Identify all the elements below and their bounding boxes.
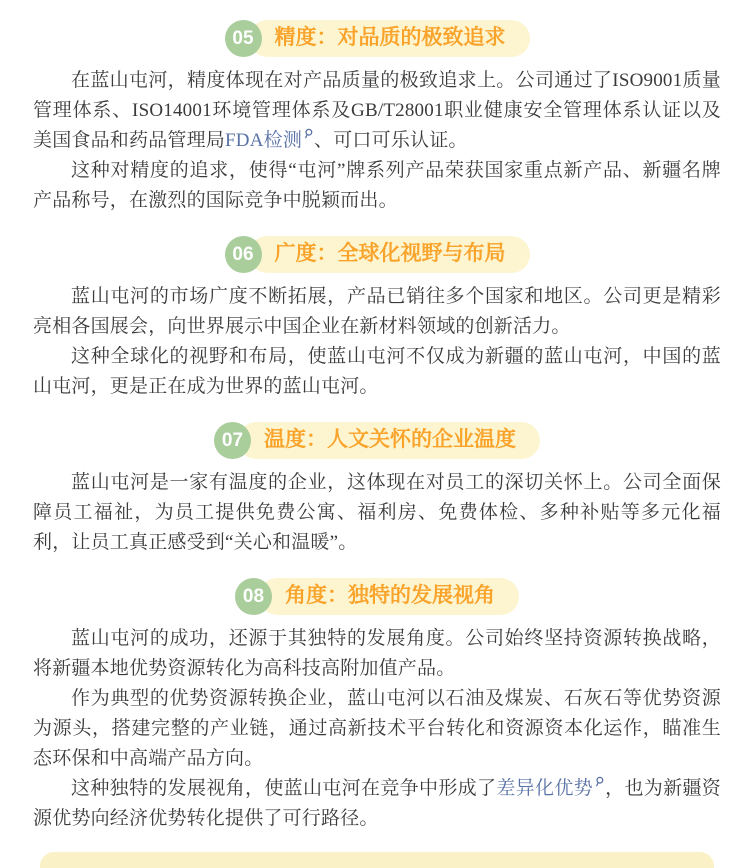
paragraph-text: 、可口可乐认证。: [314, 130, 468, 151]
paragraph: [33, 342, 721, 402]
paragraph: [33, 684, 721, 774]
paragraph: [33, 156, 721, 216]
link-text: FDA检测: [225, 130, 303, 151]
search-icon: [303, 128, 314, 139]
section-07: [33, 422, 721, 558]
paragraph-text: 在蓝山屯河，精度体现在对产品质量的极致追求上。公司通过了ISO9001质量管理体系、ISO14001环境管理体系及GB/T28001职业健康安全管理体系认证以及美国食品和药品管理局: [33, 70, 721, 151]
differentiation-advantage-link[interactable]: [496, 778, 605, 799]
paragraph: [33, 282, 721, 342]
section-05: [33, 20, 721, 216]
link-text: 差异化优势: [496, 778, 593, 799]
section-07-heading: [33, 422, 721, 459]
section-06: [33, 236, 721, 402]
section-title: 精度：对品质的极致追求: [249, 20, 530, 57]
section-05-heading: [33, 20, 721, 57]
paragraph: [33, 468, 721, 558]
paragraph-text: 这种全球化的视野和布局，使蓝山屯河不仅成为新疆的蓝山屯河，中国的蓝山屯河，更是正在成为世界的蓝山屯河。: [33, 346, 721, 397]
section-number-badge: 08: [235, 578, 272, 615]
section-08: [33, 578, 721, 834]
paragraph-text: ，也为新疆资源优势向经济优势转化提供了可行路径。: [33, 778, 721, 829]
search-icon: [594, 776, 605, 787]
section-08-heading: [33, 578, 721, 615]
paragraph-text: 这种独特的发展视角，使蓝山屯河在竞争中形成了: [71, 778, 497, 799]
section-title: 广度：全球化视野与布局: [249, 236, 530, 273]
article: [33, 20, 721, 834]
paragraph: [33, 66, 721, 156]
section-title: 温度：人文关怀的企业温度: [238, 422, 540, 459]
bottom-callout-box: [40, 852, 714, 868]
section-number-badge: 06: [225, 236, 262, 273]
paragraph-text: 这种对精度的追求，使得“屯河”牌系列产品荣获国家重点新产品、新疆名牌产品称号，在激烈的国际竞争中脱颖而出。: [33, 160, 721, 211]
section-06-heading: [33, 236, 721, 273]
paragraph-text: 蓝山屯河的市场广度不断拓展，产品已销往多个国家和地区。公司更是精彩亮相各国展会，向世界展示中国企业在新材料领域的创新活力。: [33, 286, 721, 337]
paragraph: [33, 624, 721, 684]
fda-test-link[interactable]: [225, 130, 314, 151]
section-number-badge: 07: [214, 422, 251, 459]
paragraph-text: 蓝山屯河的成功，还源于其独特的发展角度。公司始终坚持资源转换战略，将新疆本地优势资源转化为高科技高附加值产品。: [33, 628, 721, 679]
section-title: 角度：独特的发展视角: [259, 578, 519, 615]
section-number-badge: 05: [225, 20, 262, 57]
paragraph-text: 作为典型的优势资源转换企业，蓝山屯河以石油及煤炭、石灰石等优势资源为源头，搭建完整的产业链，通过高新技术平台转化和资源资本化运作，瞄准生态环保和中高端产品方向。: [33, 688, 721, 769]
paragraph-text: 蓝山屯河是一家有温度的企业，这体现在对员工的深切关怀上。公司全面保障员工福祉，为员工提供免费公寓、福利房、免费体检、多种补贴等多元化福利，让员工真正感受到“关心和温暖”。: [33, 472, 721, 553]
paragraph: [33, 774, 721, 834]
